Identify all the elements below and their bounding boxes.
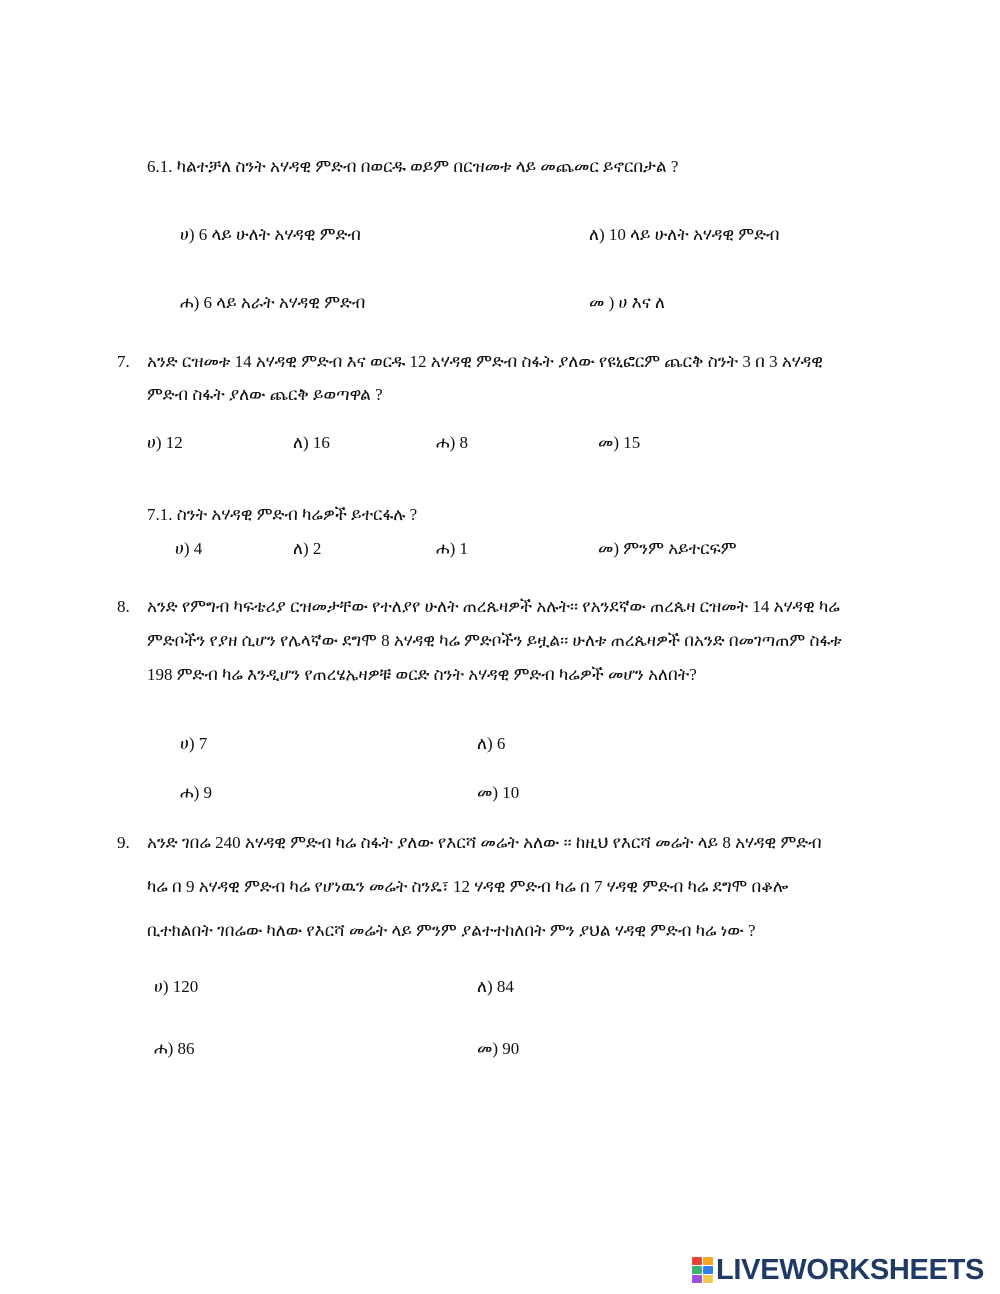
question-8-option-c[interactable]: ሐ) 9	[180, 783, 213, 802]
question-6-1-option-a[interactable]: ሀ) 6 ላይ ሁለት አሃዳዊ ምድብ	[180, 225, 361, 244]
logo-block-6	[703, 1275, 713, 1283]
question-9-option-c[interactable]: ሐ) 86	[154, 1039, 195, 1058]
logo-block-1	[692, 1257, 702, 1265]
question-8-stem-line-2: ምድቦችን የያዘ ሲሆን የሌላኛው ደግሞ 8 አሃዳዊ ካሬ ምድቦችን ይዟል፡፡ ሁለቱ ጠረጴዛዎች በአንድ በመገጣጠም ስፋቱ	[147, 631, 842, 650]
question-9-stem-line-3: ቢተክልበት ገበሬው ካለው የእርሻ መሬት ላይ ምንም ያልተተከለበት ምን ያህል ሃዳዊ ምድብ ካሬ ነው ?	[147, 921, 756, 940]
question-8-number: 8.	[117, 597, 130, 616]
question-7-option-d[interactable]: መ) 15	[598, 433, 641, 452]
question-9-stem-line-2: ካሬ በ 9 አሃዳዊ ምድብ ካሬ የሆነዉን መሬት ስንዴ፣ 12 ሃዳዊ ምድብ ካሬ በ 7 ሃዳዊ ምድብ ካሬ ደግሞ በቆሎ	[147, 877, 789, 896]
question-8-option-d[interactable]: መ) 10	[477, 783, 520, 802]
question-6-1-stem: 6.1. ካልተቻለ ስንት አሃዳዊ ምድብ በወርዱ ወይም በርዝመቱ ላይ መጨመር ይኖርበታል ?	[147, 157, 679, 176]
question-7-1-option-d[interactable]: መ) ምንም አይተርፍም	[598, 539, 737, 558]
question-7-1-option-b[interactable]: ለ) 2	[293, 539, 322, 558]
liveworksheets-logo	[692, 1254, 984, 1286]
question-7-stem-line-2: ምድብ ስፋት ያለው ጨርቅ ይወጣዋል ?	[147, 385, 383, 404]
question-6-1-option-b[interactable]: ለ) 10 ላይ ሁለት አሃዳዊ ምድብ	[589, 225, 780, 244]
question-7-option-b[interactable]: ለ) 16	[293, 433, 330, 452]
question-9-option-d[interactable]: መ) 90	[477, 1039, 520, 1058]
liveworksheets-logo-icon	[692, 1257, 712, 1283]
question-7-option-a[interactable]: ሀ) 12	[147, 433, 183, 452]
liveworksheets-wordmark: LIVEWORKSHEETS	[716, 1253, 985, 1286]
question-8-stem-line-3: 198 ምድብ ካሬ እንዲሆን የጠረሄኤዛዎቹ ወርድ ስንት አሃዳዊ ምድብ ካሬዎች መሆን አለበት?	[147, 665, 697, 684]
question-9-number: 9.	[117, 833, 130, 852]
logo-block-3	[692, 1266, 702, 1274]
question-8-stem-line-1: አንድ የምግብ ካፍቴሪያ ርዝመታቸው የተለያየ ሁለት ጠረጴዛዎች አሉት፡፡ የአንደኛው ጠረጴዛ ርዝመት 14 አሃዳዊ ካሬ	[147, 597, 840, 616]
question-7-1-option-a[interactable]: ሀ) 4	[175, 539, 203, 558]
question-7-stem-line-1: አንድ ርዝመቱ 14 አሃዳዊ ምድብ እና ወርዱ 12 አሃዳዊ ምድብ ስፋት ያለው የዩኒፎርም ጨርቅ ስንት 3 በ 3 አሃዳዊ	[147, 352, 823, 371]
question-6-1-option-d[interactable]: መ ) ሀ እና ለ	[589, 293, 665, 312]
question-7-option-c[interactable]: ሐ) 8	[436, 433, 469, 452]
question-9-stem-line-1: አንድ ገበሬ 240 አሃዳዊ ምድብ ካሬ ስፋት ያለው የእርሻ መሬት አለው ፡፡ ከዚህ የእርሻ መሬት ላይ 8 አሃዳዊ ምድብ	[147, 833, 822, 852]
logo-block-2	[703, 1257, 713, 1265]
question-7-1-option-c[interactable]: ሐ) 1	[436, 539, 469, 558]
question-7-number: 7.	[117, 352, 130, 371]
question-9-option-a[interactable]: ሀ) 120	[154, 977, 199, 996]
question-8-option-a[interactable]: ሀ) 7	[180, 734, 208, 753]
question-9-option-b[interactable]: ለ) 84	[477, 977, 514, 996]
question-6-1-option-c[interactable]: ሐ) 6 ላይ አራት አሃዳዊ ምድብ	[180, 293, 366, 312]
question-7-1-stem: 7.1. ስንት አሃዳዊ ምድብ ካሬዎች ይተርፋሉ ?	[147, 505, 418, 524]
logo-block-4	[703, 1266, 713, 1274]
question-8-option-b[interactable]: ለ) 6	[477, 734, 506, 753]
logo-block-5	[692, 1275, 702, 1283]
